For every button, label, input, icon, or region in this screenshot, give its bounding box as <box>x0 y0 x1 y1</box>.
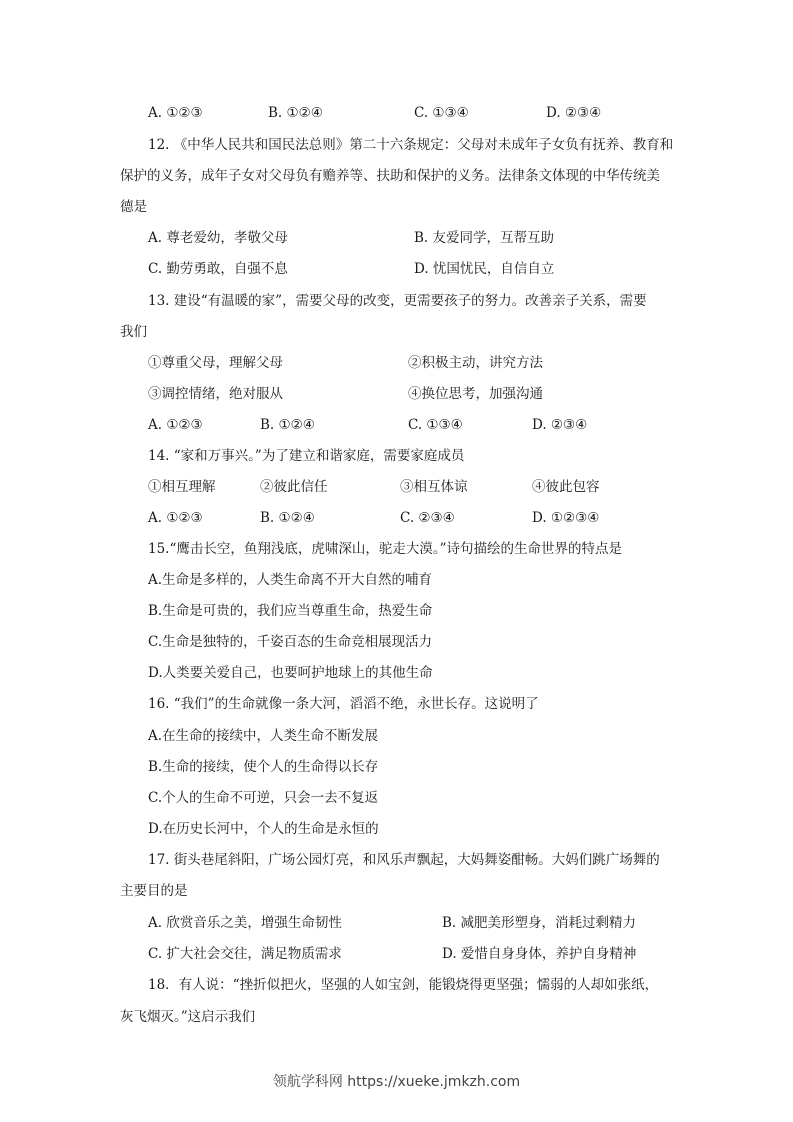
q11-option-c: C. ①③④ <box>414 105 469 121</box>
q13-option-c: C. ①③④ <box>408 417 463 433</box>
q14-option-b: B. ①②④ <box>260 510 315 526</box>
q12-option-a: A. 尊老爱幼，孝敬父母 <box>148 230 288 246</box>
q15-option-a: A.生命是多样的，人类生命离不开大自然的哺育 <box>148 572 433 588</box>
q12-option-b: B. 友爱同学，互帮互助 <box>414 230 555 246</box>
q15-stem-line1: 15.“鹰击长空，鱼翔浅底，虎啸深山，驼走大漠。”诗句描绘的生命世界的特点是 <box>148 541 623 557</box>
q17-option-c: C. 扩大社会交往，满足物质需求 <box>148 946 342 962</box>
q14-option-a: A. ①②③ <box>148 510 203 526</box>
q13-item-3: ③调控情绪，绝对服从 <box>148 386 283 402</box>
q14-option-c: C. ②③④ <box>400 510 455 526</box>
q17-option-b: B. 减肥美形塑身，消耗过剩精力 <box>442 915 637 931</box>
q13-item-4: ④换位思考，加强沟通 <box>408 386 543 402</box>
q14-item-2: ②彼此信任 <box>260 479 328 495</box>
q14-item-4: ④彼此包容 <box>532 479 600 495</box>
q13-item-2: ②积极主动，讲究方法 <box>408 355 543 371</box>
q13-item-1: ①尊重父母，理解父母 <box>148 355 283 371</box>
footer-watermark: 领航学科网 https://xueke.jmkzh.com <box>272 1074 521 1090</box>
q16-option-a: A.在生命的接续中，人类生命不断发展 <box>148 728 379 744</box>
q17-option-a: A. 欣赏音乐之美，增强生命韧性 <box>148 915 342 931</box>
q12-option-d: D. 忧国忧民，自信自立 <box>414 261 555 277</box>
q17-stem-line1: 17. 街头巷尾斜阳，广场公园灯亮，和风乐声飘起，大妈舞姿酣畅。大妈们跳广场舞的 <box>148 852 660 868</box>
q16-option-b: B.生命的接续，使个人的生命得以长存 <box>148 759 379 775</box>
q16-option-d: D.在历史长河中，个人的生命是永恒的 <box>148 821 379 837</box>
q14-item-1: ①相互理解 <box>148 479 216 495</box>
q14-stem-line1: 14. “家和万事兴。”为了建立和谐家庭，需要家庭成员 <box>148 448 465 464</box>
q12-stem-line1: 12. 《中华人民共和国民法总则》第二十六条规定：父母对未成年子女负有抚养、教育和 <box>148 137 674 153</box>
q13-option-d: D. ②③④ <box>532 417 588 433</box>
q16-option-c: C.个人的生命不可逆，只会一去不复返 <box>148 790 379 806</box>
q14-item-3: ③相互体谅 <box>400 479 468 495</box>
q11-option-a: A. ①②③ <box>148 105 203 121</box>
q17-stem-line2: 主要目的是 <box>120 883 188 899</box>
q15-option-b: B.生命是可贵的，我们应当尊重生命，热爱生命 <box>148 603 433 619</box>
q18-stem-line1: 18．有人说：“挫折似把火，坚强的人如宝剑，能锻烧得更坚强；懦弱的人却如张纸， <box>148 977 659 993</box>
q12-stem-line3: 德是 <box>120 199 147 215</box>
q18-stem-line2: 灰飞烟灭。”这启示我们 <box>120 1009 256 1025</box>
q13-stem-line2: 我们 <box>120 324 147 340</box>
q12-option-c: C. 勤劳勇敢，自强不息 <box>148 261 288 277</box>
q17-option-d: D. 爱惜自身身体，养护自身精神 <box>442 946 637 962</box>
q13-option-b: B. ①②④ <box>260 417 315 433</box>
q15-option-d: D.人类要关爱自己，也要呵护地球上的其他生命 <box>148 665 433 681</box>
q11-option-b: B. ①②④ <box>268 105 323 121</box>
q13-option-a: A. ①②③ <box>148 417 203 433</box>
q15-option-c: C.生命是独特的，千姿百态的生命竞相展现活力 <box>148 634 433 650</box>
q11-option-d: D. ②③④ <box>546 105 602 121</box>
q14-option-d: D. ①②③④ <box>532 510 600 526</box>
q16-stem-line1: 16. “我们”的生命就像一条大河，滔滔不绝，永世长存。这说明了 <box>148 696 539 712</box>
q12-stem-line2: 保护的义务，成年子女对父母负有赡养等、扶助和保护的义务。法律条文体现的中华传统美 <box>120 168 660 184</box>
q13-stem-line1: 13. 建设“有温暖的家”，需要父母的改变，更需要孩子的努力。改善亲子关系，需要 <box>148 293 647 309</box>
